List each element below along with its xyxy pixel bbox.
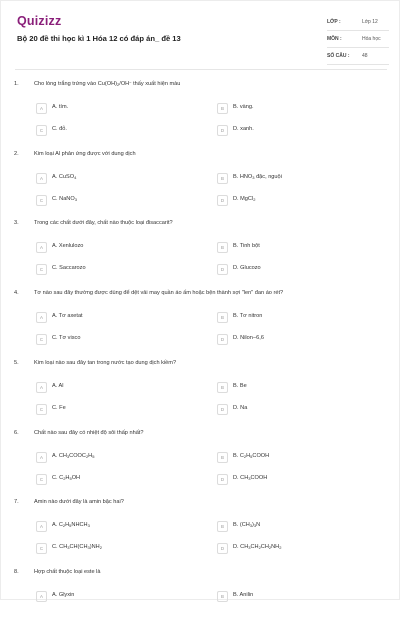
option-text: C. $CH_3CH(CH_3)NH_2$ [52, 544, 102, 550]
meta-row-subject [327, 31, 389, 48]
option-text: A. tím. [52, 104, 69, 110]
question-text: Trong các chất dưới đây, chất nào thuộc loại đisaccarit? [34, 220, 173, 226]
option-letter-box: C [36, 543, 47, 554]
option-letter-box: D [217, 195, 228, 206]
header-divider [15, 69, 387, 70]
question-number: 6. [14, 430, 19, 436]
question-5 [1, 360, 400, 430]
option-text: D. $CH_3CH_2CH_2NH_2$ [233, 544, 282, 550]
question-number: 3. [14, 220, 19, 226]
quizizz-logo: Quizizz [17, 14, 62, 28]
question-text: Kim loại Al phản ứng được với dung dịch [34, 151, 136, 157]
question-number: 7. [14, 499, 19, 505]
option-letter-box: B [217, 382, 228, 393]
option-text: B. Be [233, 383, 247, 389]
option-text: C. Saccarozo [52, 265, 86, 271]
option-text: C. đỏ. [52, 126, 67, 132]
meta-value: Hóa học [362, 36, 381, 42]
question-number: 4. [14, 290, 19, 296]
option-text: B. $HNO_3$ đặc, nguội [233, 174, 282, 180]
option-text: A. CuSO$_4$ [52, 174, 77, 180]
meta-row-count [327, 48, 389, 65]
option-letter-box: A [36, 103, 47, 114]
meta-value: Lớp 12 [362, 19, 378, 25]
option-text: A. $C_2H_5NHCH_3$ [52, 522, 90, 528]
option-text: A. Tơ axetat [52, 313, 83, 319]
option-letter-box: A [36, 452, 47, 463]
meta-label: LỚP : [327, 19, 341, 25]
option-text: A. Glyxin [52, 592, 75, 598]
option-letter-box: D [217, 543, 228, 554]
option-letter-box: D [217, 264, 228, 275]
option-letter-box: A [36, 312, 47, 323]
option-text: B. Tơ nitron [233, 313, 263, 319]
option-letter-box: D [217, 125, 228, 136]
question-text: Hợp chất thuộc loại este là [34, 569, 101, 575]
option-text: B. Tinh bột [233, 243, 260, 249]
meta-label: SỐ CÂU : [327, 53, 350, 59]
option-letter-box: B [217, 242, 228, 253]
document-title: Bộ 20 đề thi học kì 1 Hóa 12 có đáp án_ đề 13 [17, 34, 181, 43]
question-text: Amin nào dưới đây là amin bậc hai? [34, 499, 124, 505]
option-text: B. Anilin [233, 592, 254, 598]
option-text: C. NaNO$_3$ [52, 196, 77, 202]
option-text: D. $CH_3COOH$ [233, 475, 268, 481]
question-number: 8. [14, 569, 19, 575]
option-text: C. Fe [52, 405, 66, 411]
option-letter-box: A [36, 382, 47, 393]
option-text: B. $C_2H_5COOH$ [233, 453, 270, 459]
question-6 [1, 430, 400, 500]
option-letter-box: D [217, 474, 228, 485]
option-text: D. Glucozo [233, 265, 261, 271]
option-letter-box: C [36, 404, 47, 415]
option-text: A. Al [52, 383, 64, 389]
option-letter-box: B [217, 103, 228, 114]
question-8 [1, 569, 400, 639]
option-letter-box: B [217, 521, 228, 532]
option-letter-box: C [36, 125, 47, 136]
option-letter-box: A [36, 591, 47, 602]
meta-value: 48 [362, 53, 368, 59]
option-letter-box: B [217, 312, 228, 323]
question-text: Kim loại nào sau đây tan trong nước tạo dung dịch kiềm? [34, 360, 177, 366]
question-number: 1. [14, 81, 19, 87]
question-text: Chất nào sau đây có nhiệt độ sôi thấp nhất? [34, 430, 144, 436]
option-text: D. MgCl$_2$ [233, 196, 256, 202]
question-3 [1, 220, 400, 290]
option-text: C. Tơ visco [52, 335, 81, 341]
option-letter-box: A [36, 242, 47, 253]
option-letter-box: B [217, 452, 228, 463]
option-text: A. $CH_3COOC_2H_5$ [52, 453, 95, 459]
option-letter-box: C [36, 334, 47, 345]
option-letter-box: C [36, 264, 47, 275]
meta-table [327, 14, 389, 65]
meta-row-class [327, 14, 389, 31]
question-text: Cho lòng trắng trứng vào $Cu(OH)_2/OH^-$ thấy xuất hiện màu [34, 79, 181, 87]
question-4 [1, 290, 400, 360]
option-text: B. $(CH_3)_3N$ [233, 522, 261, 528]
question-2 [1, 151, 400, 221]
option-letter-box: D [217, 334, 228, 345]
option-letter-box: A [36, 173, 47, 184]
question-number: 5. [14, 360, 19, 366]
option-text: D. Na [233, 405, 248, 411]
meta-label: MÔN : [327, 36, 342, 42]
question-number: 2. [14, 151, 19, 157]
question-text: Tơ nào sau đây thường được dùng để dệt vải may quần áo ấm hoặc bện thành sợi "len" đan áo rét? [34, 290, 284, 296]
option-text: A. Xenlulozo [52, 243, 84, 249]
option-letter-box: B [217, 173, 228, 184]
option-letter-box: A [36, 521, 47, 532]
option-letter-box: D [217, 404, 228, 415]
option-text: B. vàng. [233, 104, 254, 110]
question-1 [1, 81, 400, 151]
option-text: D. Nilon−6,6 [233, 335, 264, 341]
option-letter-box: B [217, 591, 228, 602]
option-text: C. $C_2H_5OH$ [52, 475, 81, 481]
option-text: D. xanh. [233, 126, 254, 132]
option-letter-box: C [36, 195, 47, 206]
option-letter-box: C [36, 474, 47, 485]
question-7 [1, 499, 400, 569]
